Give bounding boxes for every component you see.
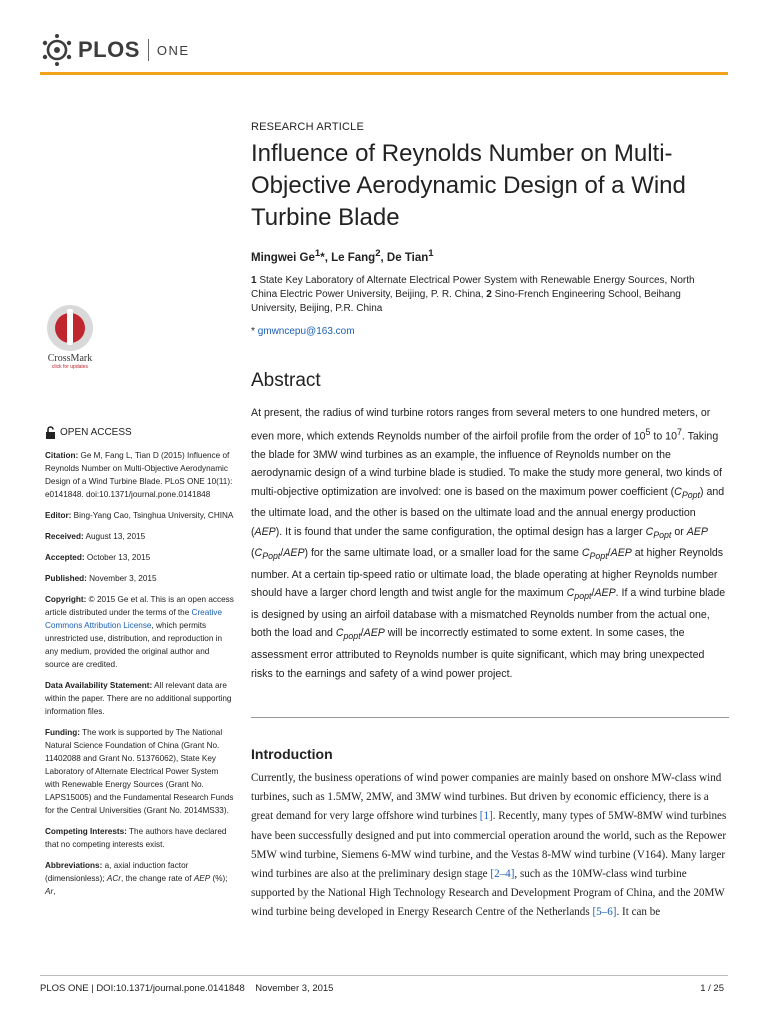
affiliations: 1 State Key Laboratory of Alternate Electrical Power System with Renewable Energy Sources, North China Electric Power University, Beijing, P. R. China, 2 Sino-French Engineering School, Beihang University, Beijing, P.R. China — [251, 275, 695, 314]
brand-name: PLOS — [78, 37, 140, 62]
accepted-block: Accepted: October 13, 2015 — [45, 553, 151, 562]
open-lock-icon — [45, 426, 56, 439]
funding-block: Funding: The work is supported by The National Natural Science Foundation of China (Grant No. 11402088 and Grant No. 51376062), State Key Laboratory of Alternate Electrical Power System with Renewable Energy Sources (Grant No. LAPS15005) and the Fundamental Research Funds for the Central Universities (Grant No. 2014MS33). — [45, 728, 234, 815]
crossmark-icon — [47, 305, 93, 351]
article-info-sidebar — [45, 426, 235, 906]
crossmark-label: CrossMark — [47, 353, 93, 364]
introduction-heading: Introduction — [251, 746, 333, 762]
email-link[interactable]: gmwncepu@163.com — [257, 326, 355, 337]
plos-logo-icon — [40, 33, 74, 67]
page-number: 1 / 25 — [700, 983, 724, 994]
footer-citation: PLOS ONE | DOI:10.1371/journal.pone.0141848 November 3, 2015 — [40, 983, 334, 994]
journal-name: ONE — [156, 42, 190, 58]
citation-block: Citation: Ge M, Fang L, Tian D (2015) Influence of Reynolds Number on Multi-Objective Aerodynamic Design of a Wind Turbine Blade. PLoS ONE 10(11): e0141848. doi:10.1371/journal.pone.0141848 — [45, 451, 233, 499]
abstract-heading: Abstract — [251, 370, 321, 391]
crossmark-badge[interactable] — [40, 305, 100, 370]
competing-interests-block: Competing Interests: The authors have declared that no competing interests exist. — [45, 827, 227, 849]
header-accent-rule — [40, 72, 728, 75]
logo-divider — [148, 39, 149, 61]
corresponding-email: * gmwncepu@163.com — [251, 326, 355, 337]
author-name[interactable]: De Tian — [386, 251, 429, 264]
introduction-text: Currently, the business operations of wind power companies are mainly based on onshore MW-class wind turbines, such as 1.5MW, 2MW, and 3MW wind turbines. But driven by economic efficiency, there is a great demand for very large offshore wind turbines [1]. Recently, many types of 5MW-8MW wind turbines have been successfully designed and put into commercial operation around the world, such as the Repower 5MW wind turbine, Siemens 6-MW wind turbine, and the Vestas 8-MW wind turbine (V164). Many larger wind turbines are also at the preliminary design stage [2–4], such as the 10MW-class wind turbine supported by the National High Technology Research and Development Program of China, and the 20MW wind turbine being developed in Energy Research Centre of the Netherlands [5–6]. It can be — [251, 772, 727, 919]
title-line: Turbine Blade — [251, 204, 400, 231]
author-name[interactable]: Le Fang — [331, 251, 376, 264]
author-list: Mingwei Ge$^1$*, Le Fang$^2$, De Tian$^1$ — [251, 248, 434, 264]
citation-link[interactable]: [2–4] — [490, 868, 515, 881]
article-type: RESEARCH ARTICLE — [251, 121, 365, 133]
citation-link[interactable]: [5–6] — [592, 906, 617, 919]
license-link[interactable]: Creative Commons Attribution License — [45, 608, 223, 630]
editor-block: Editor: Bing-Yang Cao, Tsinghua University, CHINA — [45, 511, 234, 520]
received-block: Received: August 13, 2015 — [45, 532, 146, 541]
abstract-divider — [251, 717, 729, 718]
plos-logo[interactable] — [40, 30, 190, 70]
title-line: Influence of Reynolds Number on Multi- — [251, 140, 673, 167]
article-title — [251, 138, 721, 234]
citation-link[interactable]: [1] — [479, 810, 493, 823]
abbreviations-block: Abbreviations: a, axial induction factor (dimensionless); ACr, the change rate of AEP (%); Ar, — [45, 861, 228, 896]
footer-divider — [40, 975, 728, 976]
published-block: Published: November 3, 2015 — [45, 574, 157, 583]
abstract-text: At present, the radius of wind turbine rotors ranges from several meters to one hundred meters, or even more, which extends Reynolds number of the airfoil profile from the order of $10^5$ to $10^7$. Taking the blade for 3MW wind turbines as an example, the influence of Reynolds number on the aerodynamic design of a wind turbine blade is studied. To make the study more general, two kinds of multi-objective optimization are involved: one is based on the maximum power coefficient $(C_{Popt})$ and the ultimate load, and the other is based on the ultimate load and the annual energy production (AEP). It is found that under the same configuration, the optimal design has a larger $C_{Popt}$ or AEP $(C_{Popt}/AEP)$ for the same ultimate load, or a smaller load for the same $C_{Popt}$/AEP at higher Reynolds number. At a certain tip-speed ratio or ultimate load, the blade operating at higher Reynolds number should have a larger chord length and twist angle for the maximum $C_{popt}$/AEP. If a wind turbine blade is designed by using an airfoil database with a mismatched Reynolds number from the actual one, both the load and $C_{popt}$/AEP will be incorrectly estimated to some extent. In some cases, the assessment error attributed to Reynolds number is quite significant, which may bring unexpected risks to the earnings and safety of a wind power project. — [251, 407, 726, 680]
crossmark-sub: click for updates — [51, 364, 89, 370]
title-line: Objective Aerodynamic Design of a Wind — [251, 172, 686, 199]
data-availability-block: Data Availability Statement: All relevant data are within the paper. There are no additional supporting information files. — [45, 681, 232, 716]
copyright-block: Copyright: © 2015 Ge et al. This is an open access article distributed under the terms of the Creative Commons Attribution License, which permits unrestricted use, distribution, and reproduction in any medium, provided the original author and source are credited. — [45, 595, 234, 669]
author-name[interactable]: Mingwei Ge — [251, 251, 315, 264]
open-access-badge: OPEN ACCESS — [45, 426, 235, 439]
